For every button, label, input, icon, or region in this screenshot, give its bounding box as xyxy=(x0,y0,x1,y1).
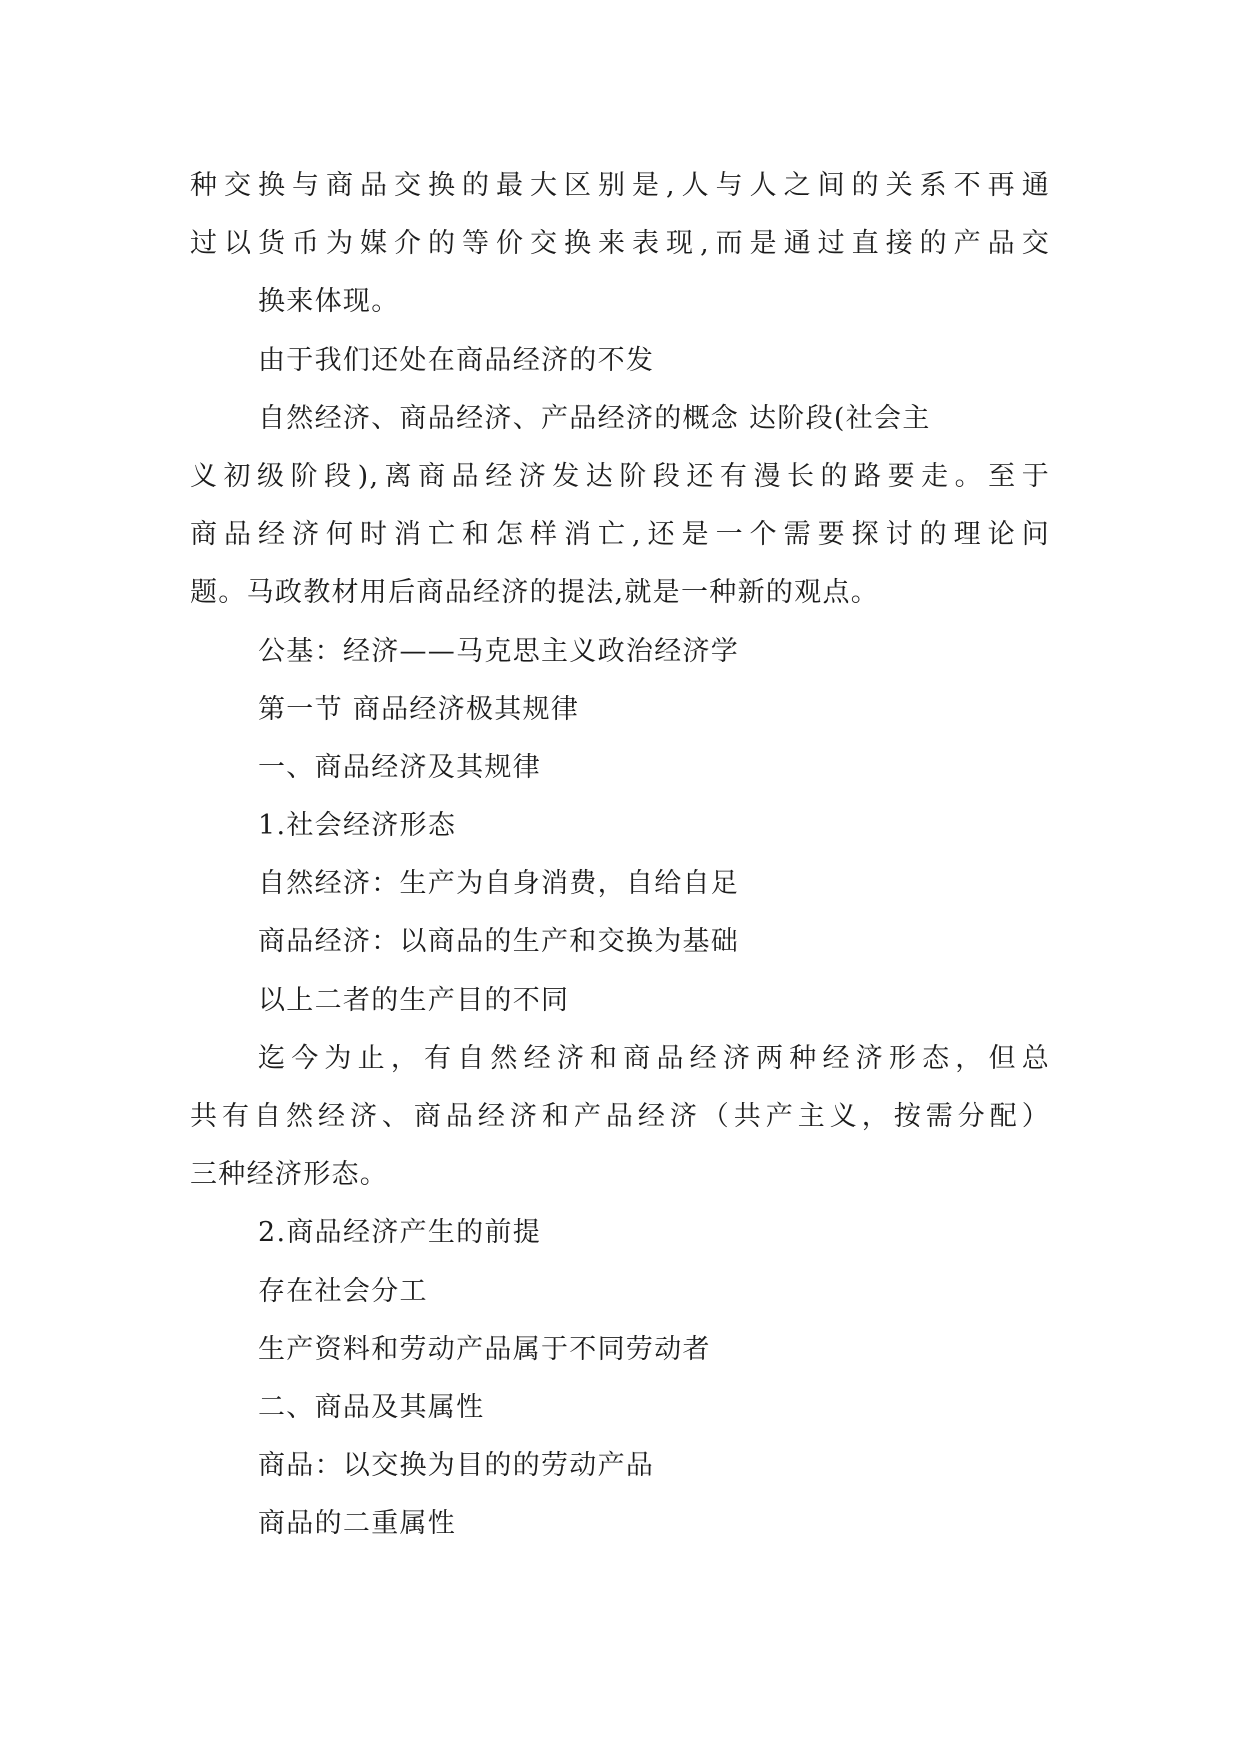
definition-line: 商品经济：以商品的生产和交换为基础 xyxy=(258,926,740,958)
paragraph-line: 义初级阶段),离商品经济发达阶段还有漫长的路要走。至于 xyxy=(190,460,1050,492)
paragraph-line: 共有自然经济、商品经济和产品经济（共产主义，按需分配） xyxy=(190,1101,1050,1132)
paragraph-line: 自然经济、商品经济、产品经济的概念 达阶段(社会主 xyxy=(258,402,931,434)
paragraph-line: 由于我们还处在商品经济的不发 xyxy=(258,344,655,376)
subsection-heading: 1.社会经济形态 xyxy=(258,810,457,842)
section-heading: 公基：经济——马克思主义政治经济学 xyxy=(258,635,740,667)
paragraph-line: 过以货币为媒介的等价交换来表现,而是通过直接的产品交 xyxy=(190,228,1050,260)
paragraph-line: 商品经济何时消亡和怎样消亡,还是一个需要探讨的理论问 xyxy=(190,519,1050,551)
paragraph-line: 以上二者的生产目的不同 xyxy=(258,984,570,1016)
paragraph-line: 迄今为止，有自然经济和商品经济两种经济形态，但总 xyxy=(258,1042,1050,1074)
definition-line: 自然经济：生产为自身消费，自给自足 xyxy=(258,868,740,900)
paragraph-line: 种交换与商品交换的最大区别是,人与人之间的关系不再通 xyxy=(190,170,1050,201)
section-heading: 一、商品经济及其规律 xyxy=(258,751,541,783)
list-item: 存在社会分工 xyxy=(258,1275,428,1307)
paragraph-line: 商品的二重属性 xyxy=(258,1508,457,1540)
paragraph-line: 换来体现。 xyxy=(258,286,400,318)
section-heading: 二、商品及其属性 xyxy=(258,1391,485,1423)
definition-line: 商品：以交换为目的的劳动产品 xyxy=(258,1450,655,1482)
document-page xyxy=(190,157,1050,1554)
paragraph-line: 题。马政教材用后商品经济的提法,就是一种新的观点。 xyxy=(190,577,880,609)
list-item: 生产资料和劳动产品属于不同劳动者 xyxy=(258,1333,711,1365)
paragraph-line: 三种经济形态。 xyxy=(190,1159,389,1191)
subsection-heading: 2.商品经济产生的前提 xyxy=(258,1217,542,1249)
section-heading: 第一节 商品经济极其规律 xyxy=(258,693,580,725)
